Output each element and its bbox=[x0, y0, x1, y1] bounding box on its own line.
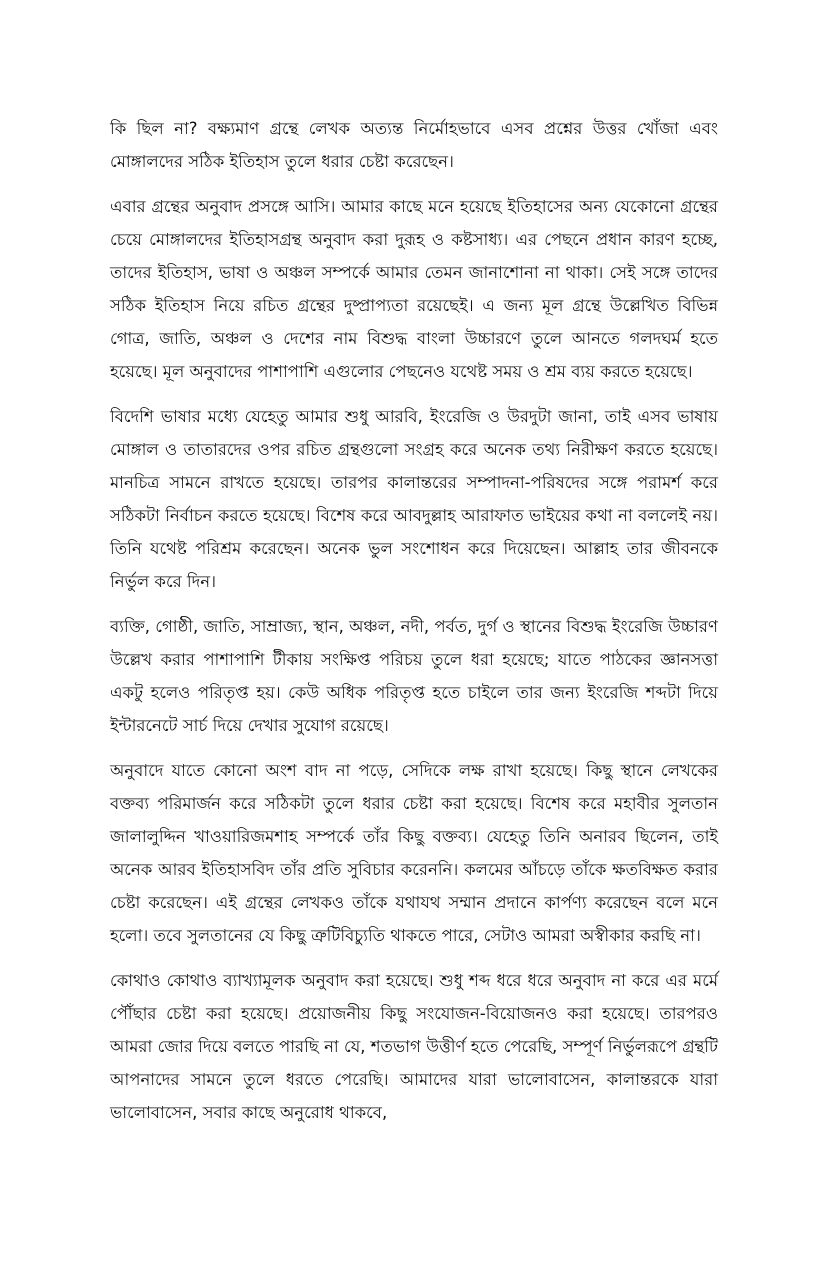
paragraph-4: ব্যক্তি, গোষ্ঠী, জাতি, সাম্রাজ্য, স্থান, অঞ্চল, নদী, পর্বত, দুর্গ ও স্থানের বিশুদ্ধ ইংরেজি উচ্চারণ উল্লেখ করার পাশাপাশি টীকায় সংক্ষিপ্ত পরিচয় তুলে ধরা হয়েছে; যাতে পাঠকের জ্ঞানসত্তা একটু হলেও পরিতৃপ্ত হয়। কেউ অধিক পরিতৃপ্ত হতে চাইলে তার জন্য ইংরেজি শব্দটা দিয়ে ইন্টারনেটে সার্চ দিয়ে দেখার সুযোগ রয়েছে। bbox=[110, 617, 718, 735]
paragraph-3: বিদেশি ভাষার মধ্যে যেহেতু আমার শুধু আরবি, ইংরেজি ও উরদুটা জানা, তাই এসব ভাষায় মোঙ্গাল ও তাতারদের ওপর রচিত গ্রন্থগুলো সংগ্রহ করে অনেক তথ্য নিরীক্ষণ করতে হয়েছে। মানচিত্র সামনে রাখতে হয়েছে। তারপর কালান্তরের সম্পাদনা-পরিষদের সঙ্গে পরামর্শ করে সঠিকটা নির্বাচন করতে হয়েছে। বিশেষ করে আবদুল্লাহ আরাফাত ভাইয়ের কথা না বললেই নয়। তিনি যথেষ্ট পরিশ্রম করেছেন। অনেক ভুল সংশোধন করে দিয়েছেন। আল্লাহ তার জীবনকে নির্ভুল করে দিন। bbox=[110, 407, 718, 591]
document-page bbox=[110, 112, 718, 1212]
paragraph-6: কোথাও কোথাও ব্যাখ্যামূলক অনুবাদ করা হয়েছে। শুধু শব্দ ধরে ধরে অনুবাদ না করে এর মর্মে পৌঁছার চেষ্টা করা হয়েছে। প্রয়োজনীয় কিছু সংযোজন-বিয়োজনও করা হয়েছে। তারপরও আমরা জোর দিয়ে বলতে পারছি না যে, শতভাগ উত্তীর্ণ হতে পেরেছি, সম্পূর্ণ নির্ভুলরূপে গ্রন্থটি আপনাদের সামনে তুলে ধরতে পেরেছি। আমাদের যারা ভালোবাসেন, কালান্তরকে যারা ভালোবাসেন, সবার কাছে অনুরোধ থাকবে, bbox=[110, 971, 718, 1122]
paragraph-1: কি ছিল না? বক্ষ্যমাণ গ্রন্থে লেখক অত্যন্ত নির্মোহভাবে এসব প্রশ্নের উত্তর খোঁজা এবং মোঙ্গালদের সঠিক ইতিহাস তুলে ধরার চেষ্টা করেছেন। bbox=[110, 119, 718, 171]
paragraph-5: অনুবাদে যাতে কোনো অংশ বাদ না পড়ে, সেদিকে লক্ষ রাখা হয়েছে। কিছু স্থানে লেখকের বক্তব্য পরিমার্জন করে সঠিকটা তুলে ধরার চেষ্টা করা হয়েছে। বিশেষ করে মহাবীর সুলতান জালালুদ্দিন খাওয়ারিজমশাহ সম্পর্কে তাঁর কিছু বক্তব্য। যেহেতু তিনি অনারব ছিলেন, তাই অনেক আরব ইতিহাসবিদ তাঁর প্রতি সুবিচার করেননি। কলমের আঁচড়ে তাঁকে ক্ষতবিক্ষত করার চেষ্টা করেছেন। এই গ্রন্থের লেখকও তাঁকে যথাযথ সম্মান প্রদানে কার্পণ্য করেছেন বলে মনে হলো। তবে সুলতানের যে কিছু ত্রুটিবিচ্যুতি থাকতে পারে, সেটাও আমরা অস্বীকার করছি না। bbox=[110, 761, 718, 945]
paragraph-2: এবার গ্রন্থের অনুবাদ প্রসঙ্গে আসি। আমার কাছে মনে হয়েছে ইতিহাসের অন্য যেকোনো গ্রন্থের চেয়ে মোঙ্গালদের ইতিহাসগ্রন্থ অনুবাদ করা দুরূহ ও কষ্টসাধ্য। এর পেছনে প্রধান কারণ হচ্ছে, তাদের ইতিহাস, ভাষা ও অঞ্চল সম্পর্কে আমার তেমন জানাশোনা না থাকা। সেই সঙ্গে তাদের সঠিক ইতিহাস নিয়ে রচিত গ্রন্থের দুষ্প্রাপ্যতা রয়েছেই। এ জন্য মূল গ্রন্থে উল্লেখিত বিভিন্ন গোত্র, জাতি, অঞ্চল ও দেশের নাম বিশুদ্ধ বাংলা উচ্চারণে তুলে আনতে গলদঘর্ম হতে হয়েছে। মূল অনুবাদের পাশাপাশি এগুলোর পেছনেও যথেষ্ট সময় ও শ্রম ব্যয় করতে হয়েছে। bbox=[110, 197, 718, 381]
